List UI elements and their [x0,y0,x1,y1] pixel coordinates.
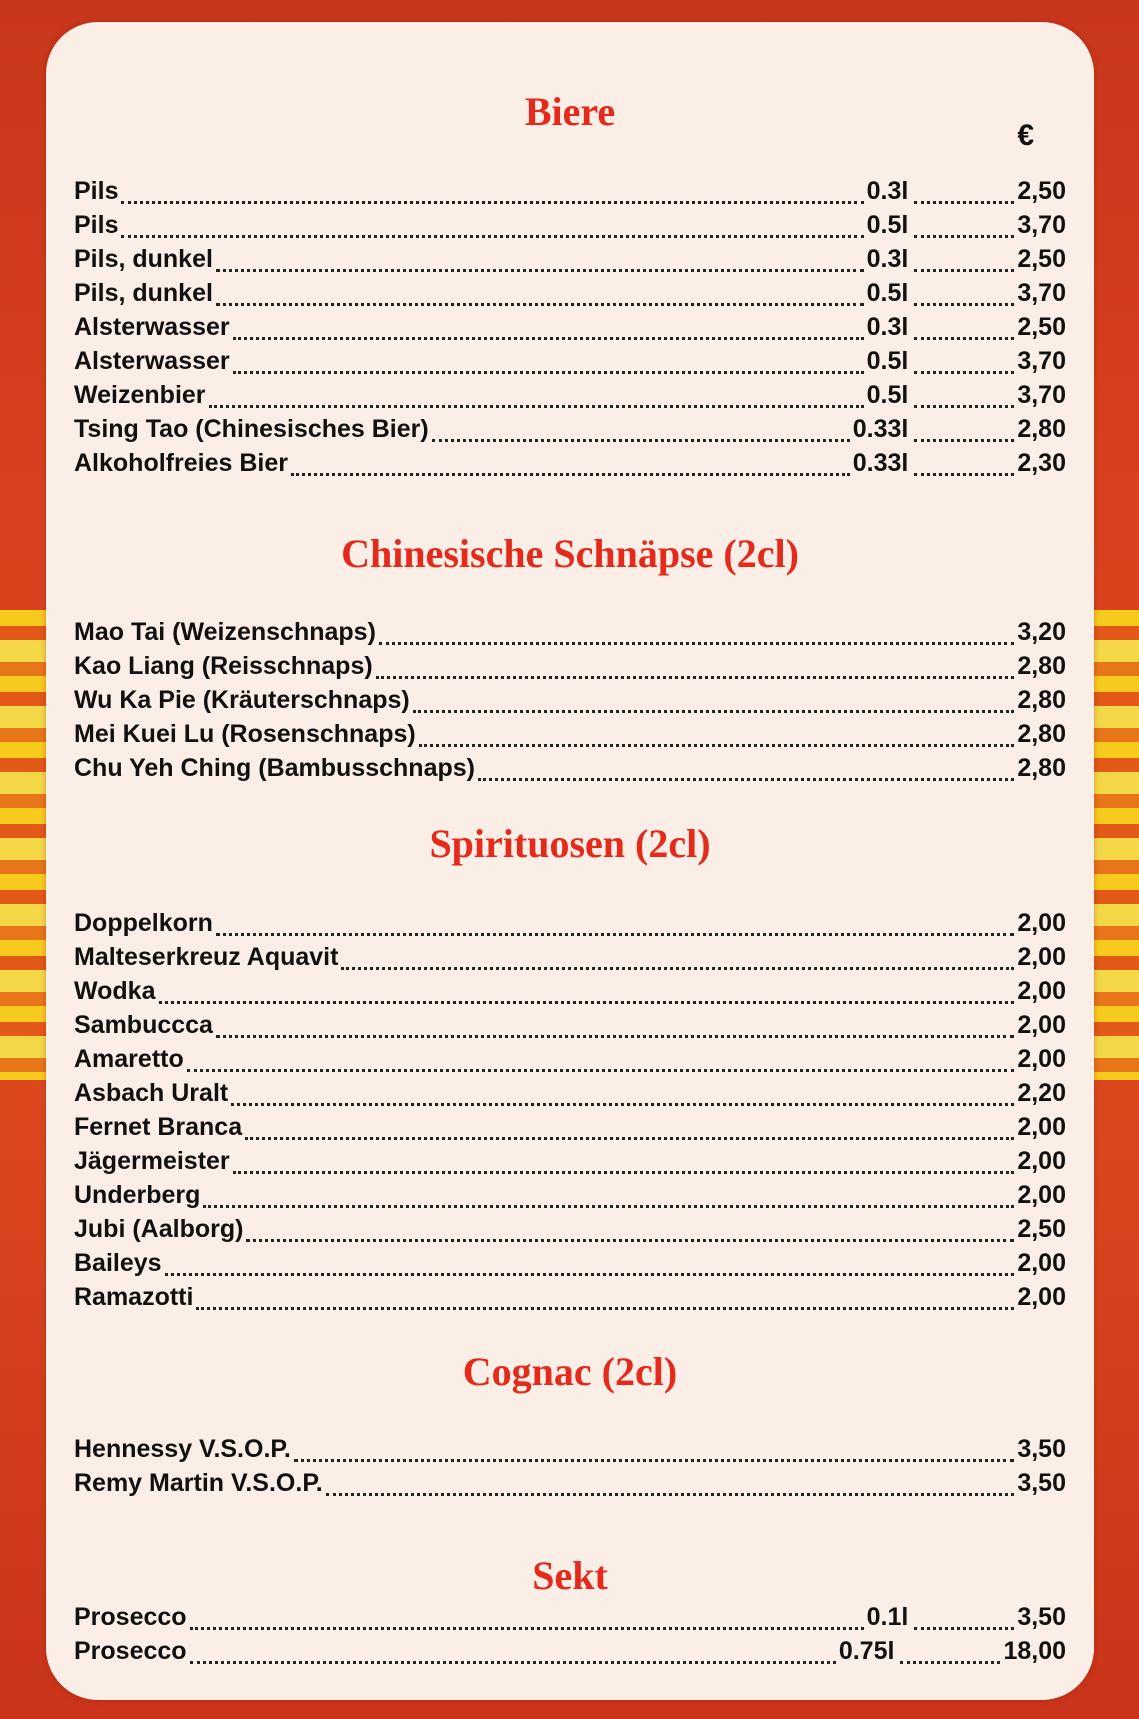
dot-leader [419,744,1015,747]
menu-item-name: Wu Ka Pie (Kräuterschnaps) [74,686,410,714]
dot-leader [216,269,864,272]
menu-item-volume: 0.5l [866,381,909,409]
menu-item-price: 2,50 [1017,1215,1066,1243]
dot-leader [233,1171,1015,1174]
menu-item-row [74,1602,1066,1636]
dot-leader [246,1239,1014,1242]
menu-item-price: 2,80 [1017,754,1066,782]
menu-item-row [74,1434,1066,1468]
dot-leader [231,1103,1014,1106]
menu-item-price: 2,80 [1017,720,1066,748]
menu-item-name: Alsterwasser [74,347,230,375]
menu-item-volume: 0.3l [866,245,909,273]
menu-item-row [74,278,1066,312]
menu-item-price: 2,00 [1017,1113,1066,1141]
dot-leader [190,1627,864,1630]
menu-item-name: Sambuccca [74,1011,213,1039]
section-title-chinesische-schnaepse: Chinesische Schnäpse (2cl) [341,531,799,576]
menu-item-price: 3,20 [1017,618,1066,646]
dot-leader [121,201,863,204]
menu-item-price: 3,70 [1017,381,1066,409]
menu-item-name: Underberg [74,1181,201,1209]
dot-leader [326,1493,1015,1496]
menu-item-row [74,617,1066,651]
menu-item-row [74,448,1066,482]
menu-item-price: 2,00 [1017,1045,1066,1073]
menu-item-row [74,1282,1066,1316]
dot-leader [294,1459,1015,1462]
menu-item-row [74,346,1066,380]
dot-leader [209,405,864,408]
menu-item-row [74,176,1066,210]
menu-item-row [74,210,1066,244]
menu-item-price: 2,20 [1017,1079,1066,1107]
section-list-chinesische-schnaepse [74,617,1066,787]
menu-item-name: Alkoholfreies Bier [74,449,288,477]
menu-item-name: Pils [74,177,119,205]
section-title-spirituosen: Spirituosen (2cl) [429,821,711,866]
menu-item-name: Jubi (Aalborg) [74,1215,244,1243]
section-list-cognac [74,1434,1066,1502]
menu-item-price: 2,00 [1017,1249,1066,1277]
dot-leader [376,676,1015,679]
section-list-sekt [74,1602,1066,1670]
menu-item-price: 2,80 [1017,415,1066,443]
menu-item-row [74,1044,1066,1078]
menu-item-name: Mei Kuei Lu (Rosenschnaps) [74,720,416,748]
dot-leader [914,269,1014,272]
dot-leader [216,933,1014,936]
menu-item-price: 2,00 [1017,1011,1066,1039]
dot-leader [914,1627,1014,1630]
menu-item-price: 2,00 [1017,943,1066,971]
menu-item-name: Alsterwasser [74,313,230,341]
menu-item-row [74,1636,1066,1670]
dot-leader [233,371,864,374]
menu-item-name: Chu Yeh Ching (Bambusschnaps) [74,754,475,782]
menu-item-name: Pils, dunkel [74,279,213,307]
menu-item-name: Doppelkorn [74,909,213,937]
menu-item-price: 2,00 [1017,909,1066,937]
menu-item-price: 2,50 [1017,245,1066,273]
menu-item-name: Hennessy V.S.O.P. [74,1435,291,1463]
dot-leader [413,710,1015,713]
menu-item-price: 2,50 [1017,313,1066,341]
menu-item-row [74,414,1066,448]
dot-leader [900,1661,1000,1664]
menu-item-price: 2,00 [1017,1181,1066,1209]
menu-item-volume: 0.3l [866,177,909,205]
dot-leader [216,1035,1014,1038]
section-list-biere [74,176,1066,482]
dot-leader [914,473,1014,476]
menu-item-price: 3,50 [1017,1603,1066,1631]
menu-item-volume: 0.5l [866,279,909,307]
menu-item-price: 2,30 [1017,449,1066,477]
dot-leader [196,1307,1014,1310]
menu-item-price: 2,00 [1017,977,1066,1005]
menu-item-name: Prosecco [74,1603,187,1631]
menu-card [46,22,1094,1700]
menu-item-volume: 0.1l [866,1603,909,1631]
menu-item-row [74,1180,1066,1214]
menu-item-name: Asbach Uralt [74,1079,229,1107]
dot-leader [190,1661,836,1664]
dot-leader [914,201,1014,204]
menu-item-name: Pils [74,211,119,239]
dot-leader [165,1273,1015,1276]
dot-leader [914,235,1014,238]
dot-leader [379,642,1014,645]
section-title-biere: Biere [524,89,616,134]
dot-leader [914,303,1014,306]
dot-leader [914,337,1014,340]
section-title-sekt: Sekt [532,1553,608,1598]
menu-item-price: 2,80 [1017,686,1066,714]
dot-leader [216,303,864,306]
menu-item-row [74,976,1066,1010]
menu-item-row [74,1214,1066,1248]
dot-leader [159,1001,1015,1004]
menu-item-row [74,942,1066,976]
section-list-spirituosen [74,908,1066,1316]
dot-leader [121,235,863,238]
menu-item-row [74,312,1066,346]
menu-item-volume: 0.5l [866,347,909,375]
menu-item-row [74,908,1066,942]
dot-leader [478,778,1014,781]
menu-item-price: 3,50 [1017,1469,1066,1497]
menu-item-price: 3,70 [1017,279,1066,307]
menu-item-name: Kao Liang (Reisschnaps) [74,652,373,680]
currency-header: € [1017,119,1034,152]
dot-leader [914,371,1014,374]
menu-item-name: Ramazotti [74,1283,194,1311]
menu-item-price: 3,70 [1017,347,1066,375]
menu-item-price: 3,50 [1017,1435,1066,1463]
menu-item-name: Mao Tai (Weizenschnaps) [74,618,376,646]
menu-item-volume: 0.33l [852,415,909,443]
menu-item-row [74,1078,1066,1112]
menu-item-name: Fernet Branca [74,1113,243,1141]
menu-item-row [74,1146,1066,1180]
menu-item-row [74,244,1066,278]
menu-item-name: Pils, dunkel [74,245,213,273]
menu-item-row [74,685,1066,719]
menu-item-row [74,380,1066,414]
dot-leader [914,439,1014,442]
menu-item-row [74,1468,1066,1502]
menu-item-price: 18,00 [1003,1637,1066,1665]
menu-item-volume: 0.75l [838,1637,895,1665]
menu-item-volume: 0.5l [866,211,909,239]
dot-leader [187,1069,1015,1072]
dot-leader [914,405,1014,408]
section-title-cognac: Cognac (2cl) [462,1349,678,1394]
dot-leader [233,337,864,340]
menu-item-row [74,1248,1066,1282]
menu-item-row [74,651,1066,685]
menu-item-row [74,1112,1066,1146]
menu-item-name: Amaretto [74,1045,184,1073]
dot-leader [341,967,1014,970]
menu-item-row [74,719,1066,753]
menu-item-price: 2,50 [1017,177,1066,205]
menu-item-name: Wodka [74,977,156,1005]
menu-item-row [74,1010,1066,1044]
menu-item-name: Prosecco [74,1637,187,1665]
menu-item-name: Jägermeister [74,1147,230,1175]
dot-leader [245,1137,1014,1140]
menu-item-volume: 0.3l [866,313,909,341]
menu-item-row [74,753,1066,787]
dot-leader [432,439,850,442]
dot-leader [291,473,850,476]
menu-item-price: 3,70 [1017,211,1066,239]
menu-item-name: Weizenbier [74,381,206,409]
menu-item-volume: 0.33l [852,449,909,477]
menu-item-price: 2,00 [1017,1147,1066,1175]
dot-leader [203,1205,1014,1208]
menu-item-name: Tsing Tao (Chinesisches Bier) [74,415,429,443]
menu-item-name: Baileys [74,1249,162,1277]
menu-item-name: Remy Martin V.S.O.P. [74,1469,323,1497]
menu-item-price: 2,00 [1017,1283,1066,1311]
menu-item-name: Malteserkreuz Aquavit [74,943,339,971]
menu-item-price: 2,80 [1017,652,1066,680]
